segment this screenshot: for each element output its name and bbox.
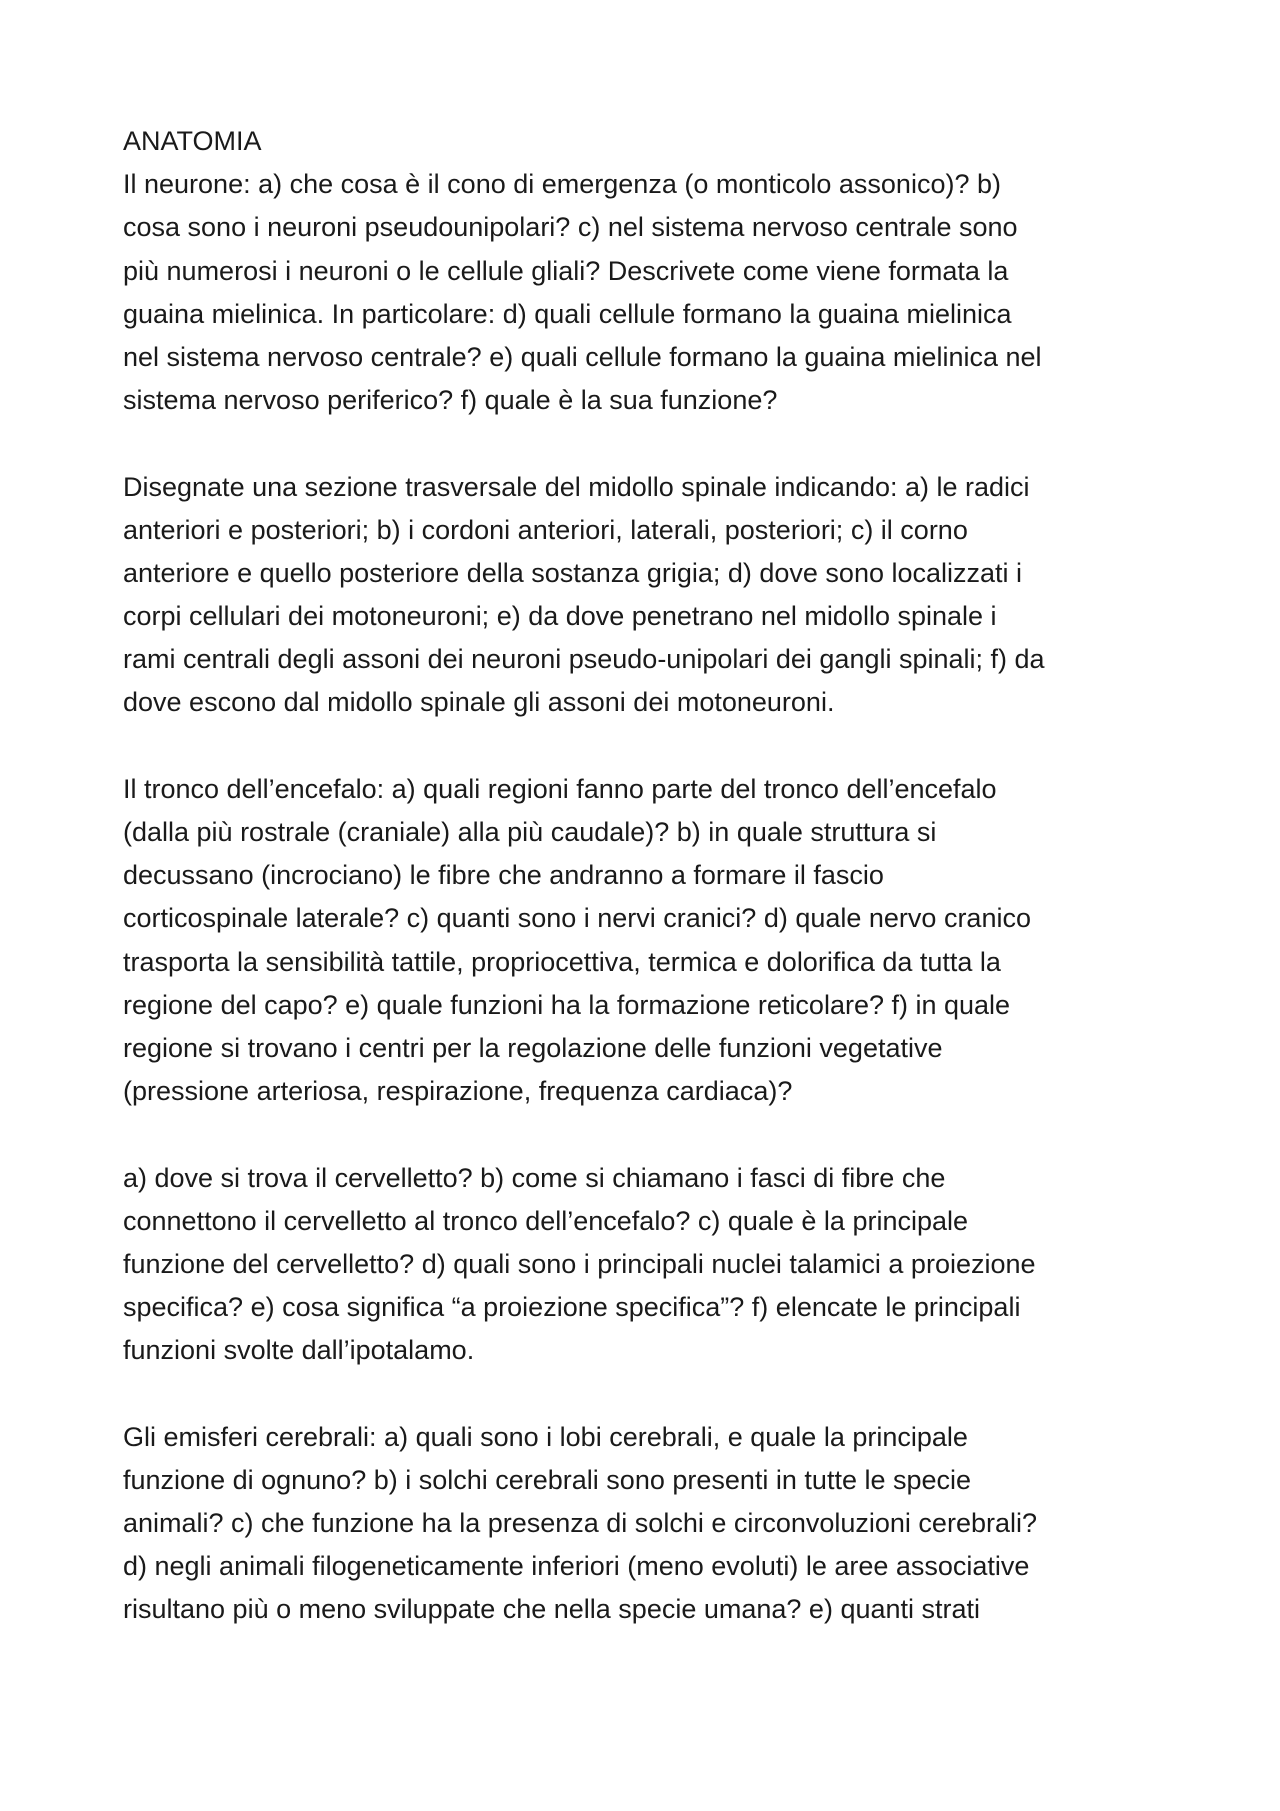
- text-line: funzione di ognuno? b) i solchi cerebrali sono presenti in tutte le specie: [123, 1464, 972, 1495]
- text-line: trasporta la sensibilità tattile, propriocettiva, termica e dolorifica da tutta la: [123, 946, 1001, 977]
- text-line: risultano più o meno sviluppate che nella specie umana? e) quanti strati: [123, 1594, 981, 1625]
- text-line: a) dove si trova il cervelletto? b) come si chiamano i fasci di fibre che: [123, 1162, 946, 1193]
- text-line: d) negli animali filogeneticamente inferiori (meno evoluti) le aree associative: [123, 1551, 1030, 1582]
- text-line: corpi cellulari dei motoneuroni; e) da dove penetrano nel midollo spinale i: [123, 601, 997, 632]
- text-line: Il tronco dell’encefalo: a) quali regioni fanno parte del tronco dell’encefalo: [123, 773, 997, 804]
- text-line: specifica? e) cosa significa “a proiezione specifica”? f) elencate le principali: [123, 1292, 1021, 1323]
- text-line: cosa sono i neuroni pseudounipolari? c) nel sistema nervoso centrale sono: [123, 212, 1018, 243]
- text-line: funzioni svolte dall’ipotalamo.: [123, 1335, 475, 1366]
- text-line: (dalla più rostrale (craniale) alla più caudale)? b) in quale struttura si: [123, 817, 937, 847]
- text-line: anteriori e posteriori; b) i cordoni anteriori, laterali, posteriori; c) il corno: [123, 514, 968, 545]
- text-line: Il neurone: a) che cosa è il cono di emergenza (o monticolo assonico)? b): [123, 169, 1001, 200]
- text-line: Disegnate una sezione trasversale del midollo spinale indicando: a) le radici: [123, 471, 1030, 502]
- text-line: funzione del cervelletto? d) quali sono i principali nuclei talamici a proiezione: [123, 1248, 1036, 1279]
- text-line: dove escono dal midollo spinale gli assoni dei motoneuroni.: [123, 687, 835, 718]
- text-line: Gli emisferi cerebrali: a) quali sono i lobi cerebrali, e quale la principale: [123, 1421, 968, 1452]
- text-line: nel sistema nervoso centrale? e) quali cellule formano la guaina mielinica nel: [123, 341, 1042, 372]
- text-line: guaina mielinica. In particolare: d) quali cellule formano la guaina mielinica: [123, 298, 1012, 329]
- text-line: connettono il cervelletto al tronco dell’encefalo? c) quale è la principale: [123, 1205, 969, 1236]
- paragraph-emisferi-cerebrali: [123, 1416, 1183, 1632]
- document-title: ANATOMIA: [123, 126, 262, 156]
- document-body: [123, 120, 1183, 1675]
- text-line: sistema nervoso periferico? f) quale è la sua funzione?: [123, 385, 778, 416]
- text-line: regione si trovano i centri per la regolazione delle funzioni vegetative: [123, 1032, 943, 1063]
- text-line: più numerosi i neuroni o le cellule gliali? Descrivete come viene formata la: [123, 255, 1009, 286]
- text-line: (pressione arteriosa, respirazione, frequenza cardiaca)?: [123, 1076, 793, 1107]
- text-line: anteriore e quello posteriore della sostanza grigia; d) dove sono localizzati i: [123, 557, 1023, 588]
- text-line: corticospinale laterale? c) quanti sono i nervi cranici? d) quale nervo cranico: [123, 903, 1031, 934]
- paragraph-neurone: [123, 163, 1183, 422]
- paragraph-cervelletto: [123, 1157, 1183, 1373]
- paragraph-midollo-spinale: [123, 466, 1183, 725]
- text-line: animali? c) che funzione ha la presenza di solchi e circonvoluzioni cerebrali?: [123, 1508, 1037, 1538]
- text-line: regione del capo? e) quale funzioni ha la formazione reticolare? f) in quale: [123, 989, 1011, 1020]
- text-line: rami centrali degli assoni dei neuroni pseudo-unipolari dei gangli spinali; f) da: [123, 644, 1045, 675]
- text-line: decussano (incrociano) le fibre che andranno a formare il fascio: [123, 860, 884, 891]
- paragraph-tronco-encefalo: [123, 768, 1183, 1114]
